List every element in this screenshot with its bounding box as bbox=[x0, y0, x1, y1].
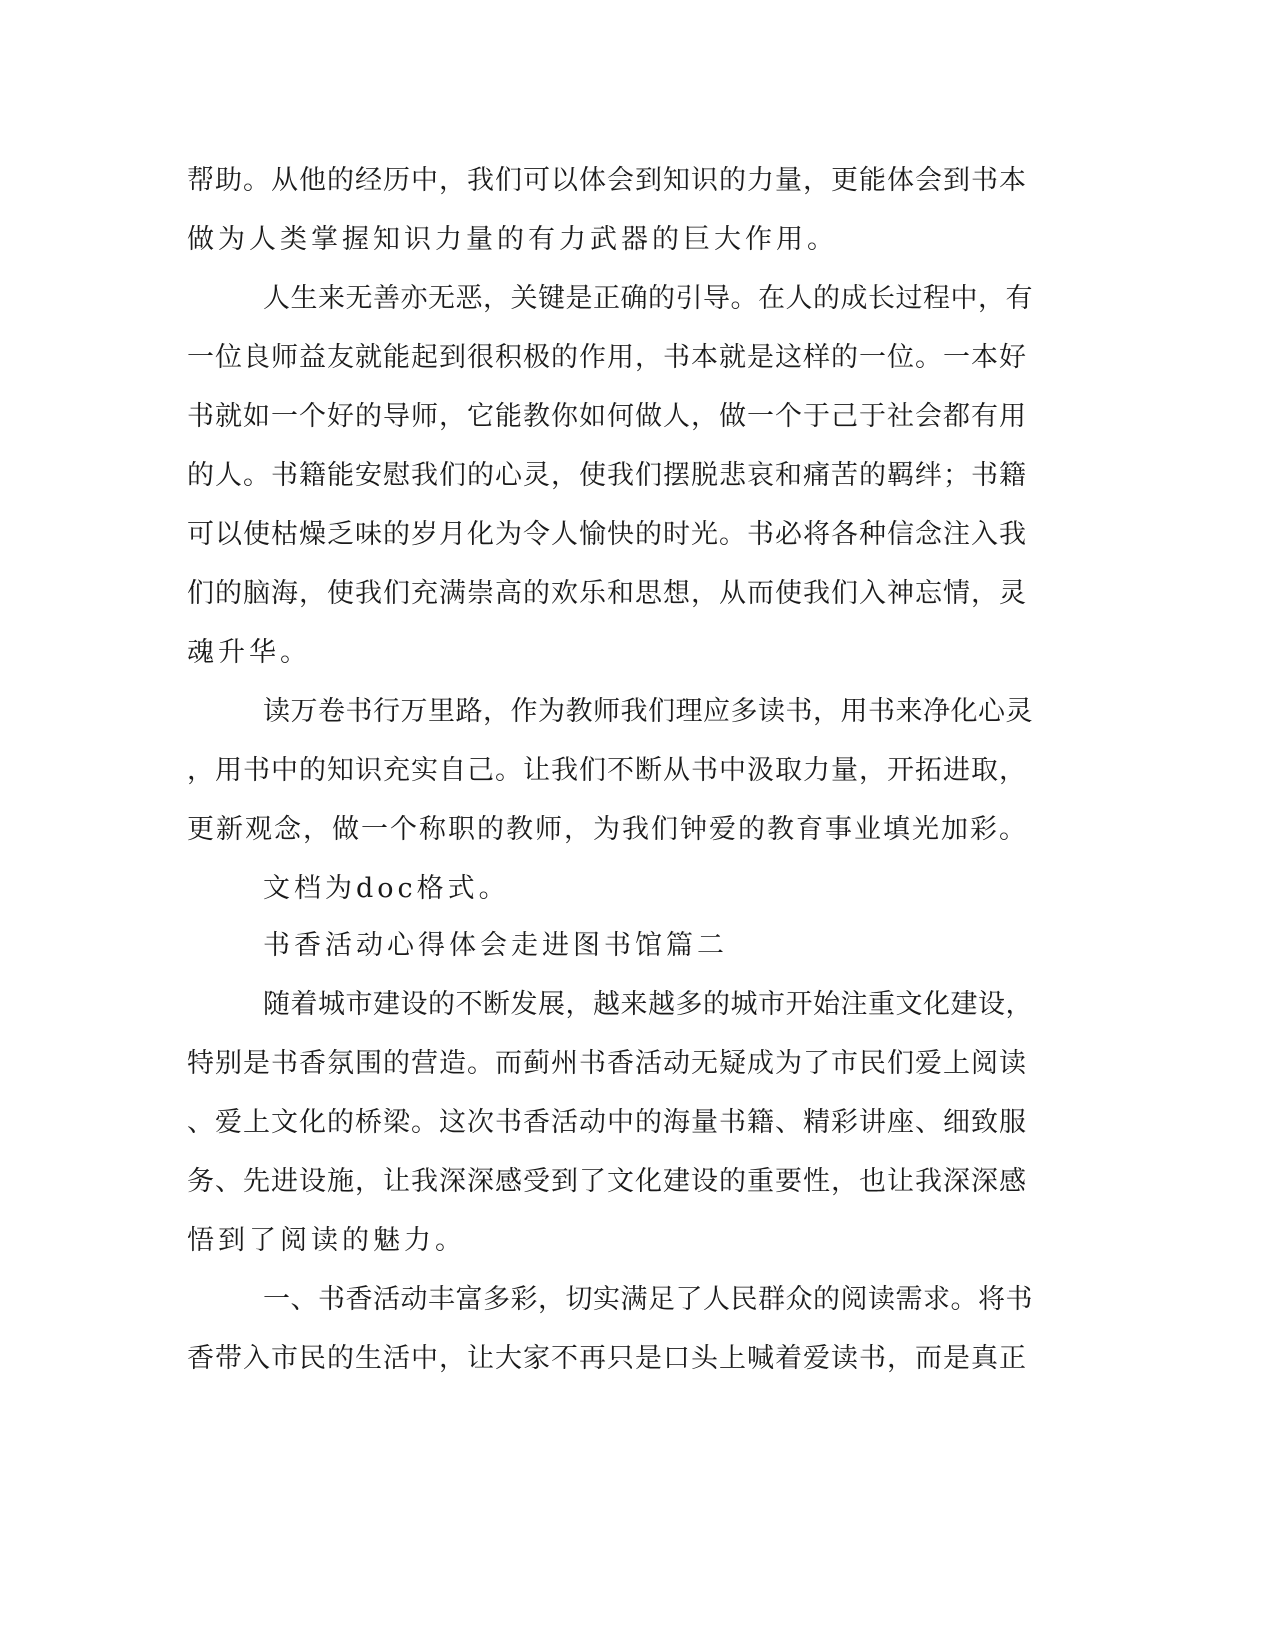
text-line: 书就如一个好的导师，它能教你如何做人，做一个于己于社会都有用 bbox=[187, 401, 1027, 432]
text-line: ，用书中的知识充实自己。让我们不断从书中汲取力量，开拓进取， bbox=[187, 755, 1027, 786]
text-line: 特别是书香氛围的营造。而蓟州书香活动无疑成为了市民们爱上阅读 bbox=[187, 1048, 1027, 1079]
text-line: 的人。书籍能安慰我们的心灵，使我们摆脱悲哀和痛苦的羁绊；书籍 bbox=[187, 460, 1027, 491]
paragraph-first-line: 人生来无善亦无恶，关键是正确的引导。在人的成长过程中，有 bbox=[263, 283, 1033, 314]
text-line: 香带入市民的生活中，让大家不再只是口头上喊着爱读书，而是真正 bbox=[187, 1343, 1027, 1374]
text-line: 帮助。从他的经历中，我们可以体会到知识的力量，更能体会到书本 bbox=[187, 165, 1027, 196]
section-heading: 书香活动心得体会走进图书馆篇二 bbox=[263, 930, 728, 961]
paragraph-first-line: 随着城市建设的不断发展，越来越多的城市开始注重文化建设， bbox=[263, 989, 1033, 1020]
text-line: 更新观念，做一个称职的教师，为我们钟爱的教育事业填光加彩。 bbox=[187, 814, 1028, 845]
text-line: 魂升华。 bbox=[187, 637, 311, 668]
paragraph-first-line: 一、书香活动丰富多彩，切实满足了人民群众的阅读需求。将书 bbox=[263, 1284, 1033, 1315]
text-line: 悟到了阅读的魅力。 bbox=[187, 1225, 466, 1256]
text-line: 务、先进设施，让我深深感受到了文化建设的重要性，也让我深深感 bbox=[187, 1166, 1027, 1197]
text-line: 、爱上文化的桥梁。这次书香活动中的海量书籍、精彩讲座、细致服 bbox=[187, 1107, 1027, 1138]
text-line: 做为人类掌握知识力量的有力武器的巨大作用。 bbox=[187, 224, 838, 255]
text-line: 可以使枯燥乏味的岁月化为令人愉快的时光。书必将各种信念注入我 bbox=[187, 519, 1027, 550]
text-line: 一位良师益友就能起到很积极的作用，书本就是这样的一位。一本好 bbox=[187, 342, 1027, 373]
format-note: 文档为doc格式。 bbox=[263, 873, 510, 904]
paragraph-first-line: 读万卷书行万里路，作为教师我们理应多读书，用书来净化心灵 bbox=[263, 696, 1033, 727]
text-line: 们的脑海，使我们充满崇高的欢乐和思想，从而使我们入神忘情，灵 bbox=[187, 578, 1027, 609]
